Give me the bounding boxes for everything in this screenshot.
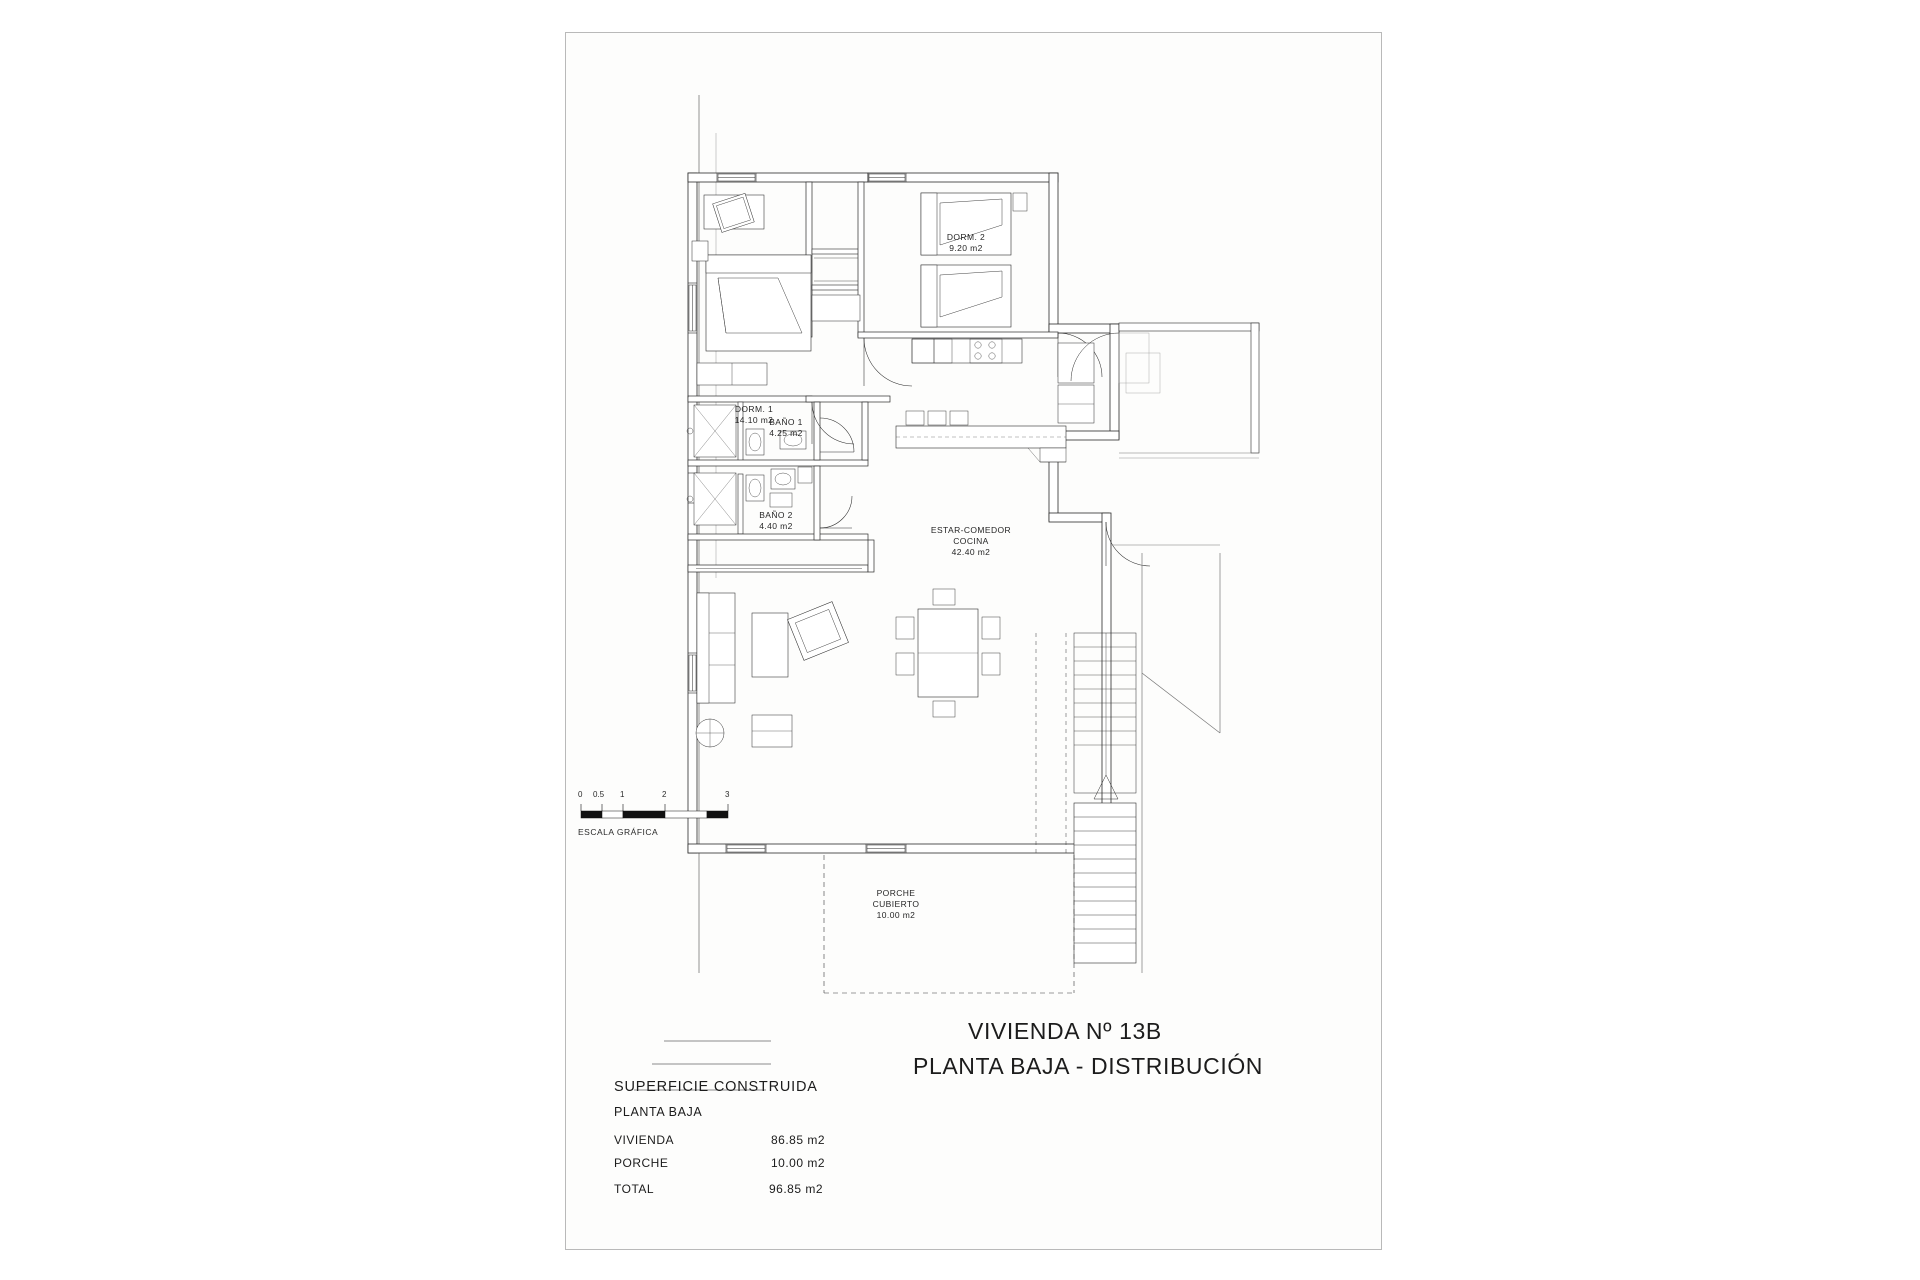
- surface-block-heading: SUPERFICIE CONSTRUIDA: [614, 1079, 818, 1095]
- scale-tick-0: 0: [578, 790, 583, 799]
- drawing-sheet: [565, 32, 1382, 1250]
- room-name: DORM. 1: [734, 404, 774, 414]
- room-label-estar-comedor-cocina: [886, 525, 1056, 558]
- room-area: 14.10 m2: [734, 415, 774, 425]
- scale-tick-2: 2: [662, 790, 667, 799]
- room-area: 9.20 m2: [949, 243, 983, 253]
- room-name: DORM. 2: [946, 232, 986, 242]
- room-name: BAÑO 1: [769, 417, 803, 427]
- room-area: 4.40 m2: [759, 521, 793, 531]
- scale-tick-1: 1: [620, 790, 625, 799]
- drawing-title-line-1: VIVIENDA Nº 13B: [968, 1018, 1162, 1044]
- room-label-porche-cubierto: [841, 888, 951, 921]
- surface-row-label-total: TOTAL: [614, 1182, 655, 1196]
- surface-row-value-total: 96.85 m2: [769, 1182, 824, 1196]
- surface-row-value-porche: 10.00 m2: [771, 1156, 826, 1170]
- scale-tick-0-5: 0.5: [593, 790, 605, 799]
- room-area: 42.40 m2: [951, 547, 991, 557]
- room-area: 4.25 m2: [769, 428, 803, 438]
- room-label-bano-1: [731, 417, 841, 439]
- room-name: BAÑO 2: [759, 510, 793, 520]
- surface-row-label-porche: PORCHE: [614, 1156, 669, 1170]
- scale-bar-caption: ESCALA GRÁFICA: [578, 827, 659, 837]
- room-name-line-2: COCINA: [953, 536, 989, 546]
- room-name-line-2: CUBIERTO: [872, 899, 920, 909]
- surface-row-label-vivienda: VIVIENDA: [614, 1133, 675, 1147]
- room-area: 10.00 m2: [876, 910, 916, 920]
- surface-block-subheading: PLANTA BAJA: [614, 1105, 703, 1119]
- room-label-bano-2: [721, 510, 831, 532]
- surface-row-value-vivienda: 86.85 m2: [771, 1133, 826, 1147]
- scale-tick-3: 3: [725, 790, 730, 799]
- drawing-title-line-2: PLANTA BAJA - DISTRIBUCIÓN: [913, 1053, 1264, 1079]
- room-name-line-1: ESTAR-COMEDOR: [930, 525, 1012, 535]
- room-name-line-1: PORCHE: [876, 888, 916, 898]
- room-label-dorm-2: [911, 232, 1021, 254]
